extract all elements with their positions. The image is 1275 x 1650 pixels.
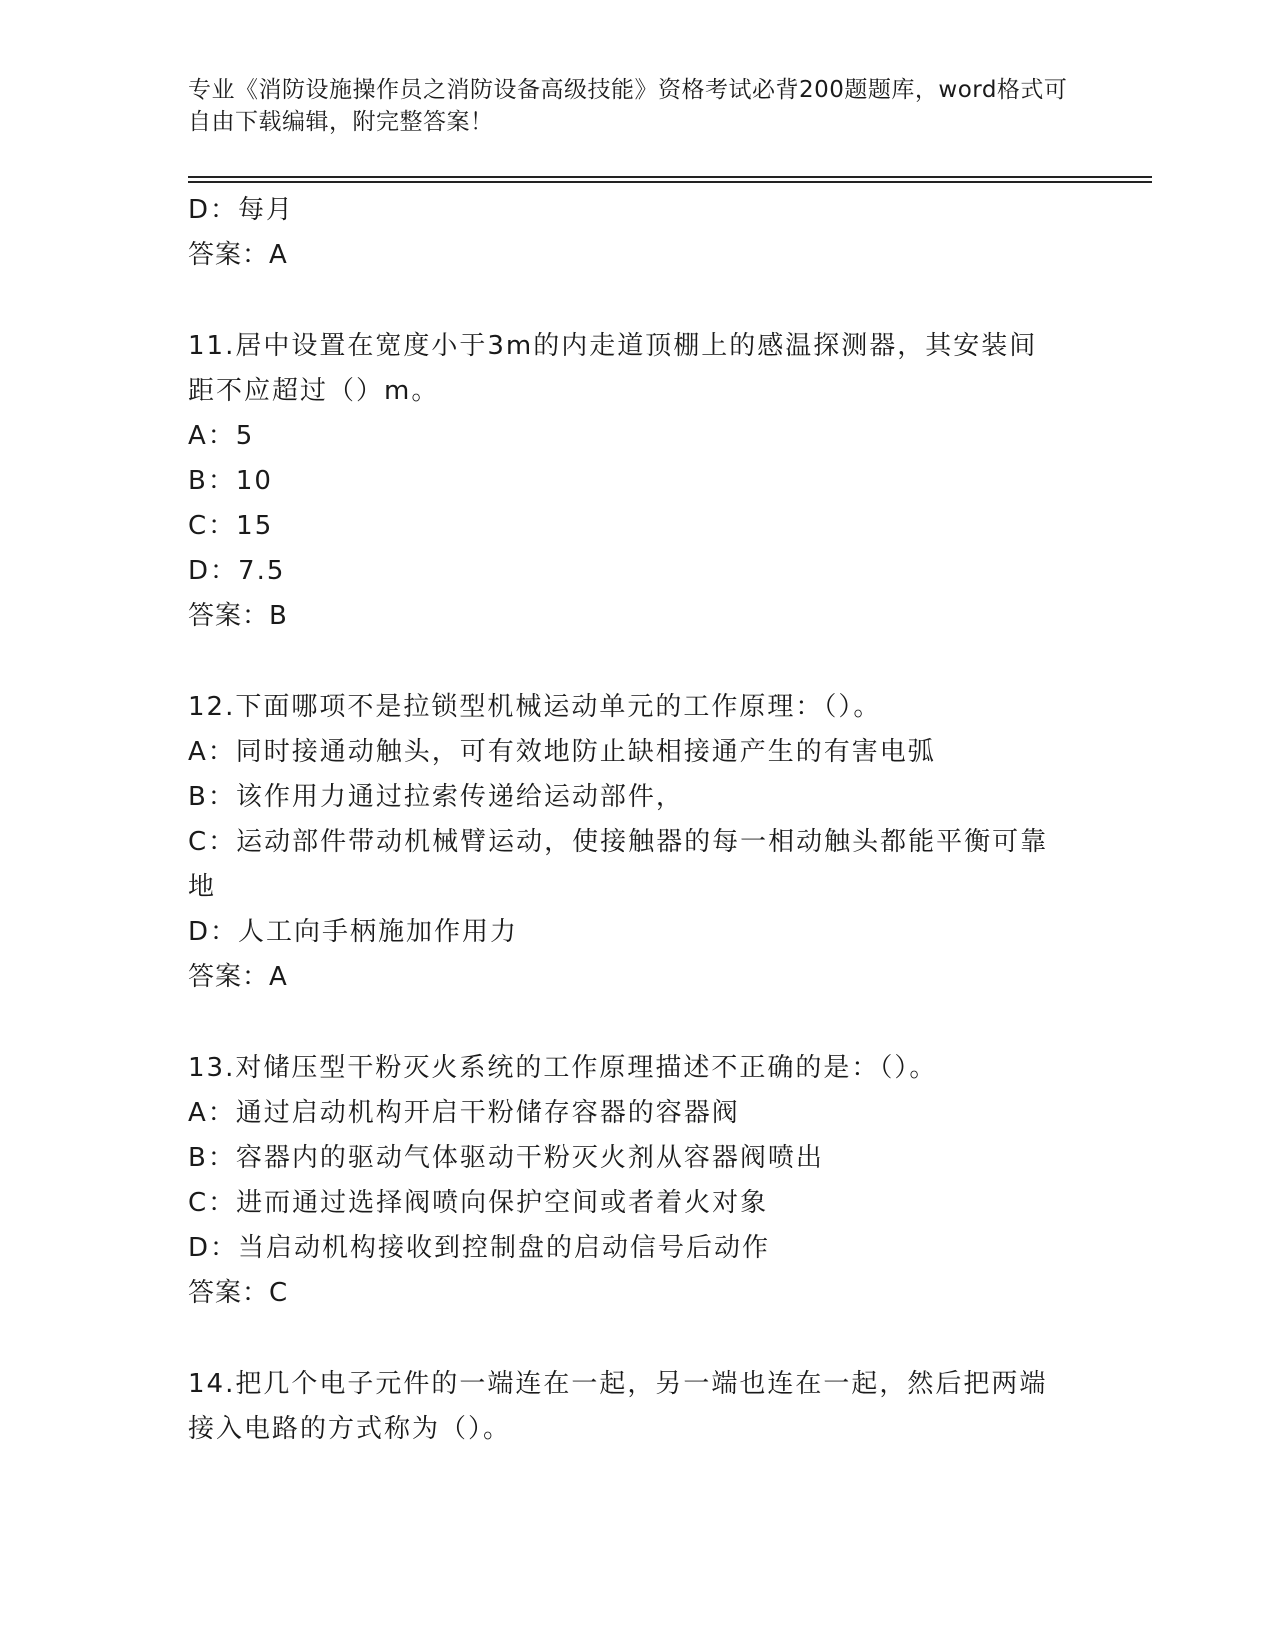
question-12-text: 12.下面哪项不是拉锁型机械运动单元的工作原理：（）。 xyxy=(188,692,882,722)
question-13-text: 13.对储压型干粉灭火系统的工作原理描述不正确的是：（）。 xyxy=(188,1053,938,1083)
question-14-text: 14.把几个电子元件的一端连在一起，另一端也连在一起，然后把两端 xyxy=(188,1369,1048,1399)
document-header: 专业《消防设施操作员之消防设备高级技能》资格考试必背200题题库，word格式可自由下载编辑，附完整答案！ xyxy=(188,77,1068,135)
question-11-option-c: C：15 xyxy=(188,511,274,541)
question-12-option-d: D：人工向手柄施加作用力 xyxy=(188,917,519,947)
question-11-text-cont: 距不应超过（）m。 xyxy=(188,376,440,406)
spacer xyxy=(188,639,1088,685)
spacer xyxy=(188,1000,1088,1046)
question-12-option-c: C：运动部件带动机械臂运动，使接触器的每一相动触头都能平衡可靠 xyxy=(188,827,1049,857)
question-11-text: 11.居中设置在宽度小于3m的内走道顶棚上的感温探测器，其安装间 xyxy=(188,331,1038,361)
question-13-option-b: B：容器内的驱动气体驱动干粉灭火剂从容器阀喷出 xyxy=(188,1143,824,1173)
header-rule-bottom xyxy=(188,181,1152,183)
question-11-option-a: A：5 xyxy=(188,421,255,451)
question-11-option-b: B：10 xyxy=(188,466,273,496)
prev-answer: 答案：A xyxy=(188,240,288,270)
question-content xyxy=(188,188,1088,1452)
question-11-answer: 答案：B xyxy=(188,601,288,631)
question-12-option-c-cont: 地 xyxy=(188,872,217,902)
question-11-option-d: D：7.5 xyxy=(188,556,286,586)
question-13-option-c: C：进而通过选择阀喷向保护空间或者着火对象 xyxy=(188,1188,769,1218)
prev-option-d: D：每月 xyxy=(188,195,295,225)
header-rule-top xyxy=(188,176,1152,178)
question-13-option-d: D：当启动机构接收到控制盘的启动信号后动作 xyxy=(188,1233,771,1263)
question-13-option-a: A：通过启动机构开启干粉储存容器的容器阀 xyxy=(188,1098,740,1128)
question-12-option-b: B：该作用力通过拉索传递给运动部件， xyxy=(188,782,684,812)
question-12-answer: 答案：A xyxy=(188,962,288,992)
question-13-answer: 答案：C xyxy=(188,1278,289,1308)
question-12-option-a: A：同时接通动触头，可有效地防止缺相接通产生的有害电弧 xyxy=(188,737,936,767)
question-14-text-cont: 接入电路的方式称为（）。 xyxy=(188,1414,512,1444)
spacer xyxy=(188,1316,1088,1362)
spacer xyxy=(188,278,1088,324)
